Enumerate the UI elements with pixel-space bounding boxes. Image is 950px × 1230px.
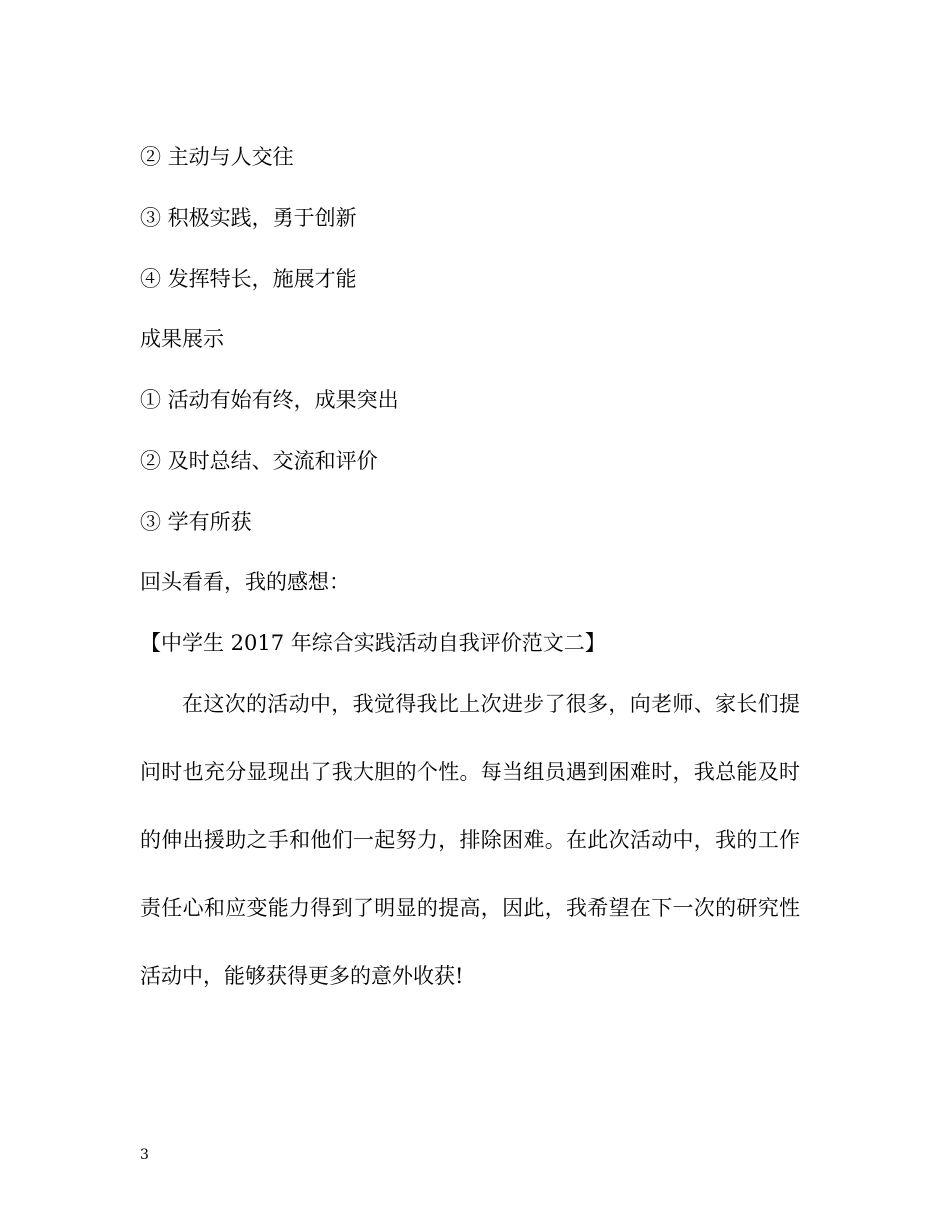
result-item: ① 活动有始有终，成果突出 — [140, 388, 399, 412]
example-title: 【中学生 2017 年综合实践活动自我评价范文二】 — [140, 631, 606, 655]
page-number: 3 — [140, 1147, 149, 1163]
body-paragraph: 在这次的活动中，我觉得我比上次进步了很多，向老师、家长们提问时也充分显现出了我大胆的个性。每当组员遇到困难时，我总能及时的伸出援助之手和他们一起努力，排除困难。在此次活动中，我的工作责任心和应变能力得到了明显的提高，因此，我希望在下一次的研究性活动中，能够获得更多的意外收获! — [140, 692, 800, 988]
list-item: ④ 发挥特长，施展才能 — [140, 267, 357, 291]
list-item: ③ 积极实践，勇于创新 — [140, 206, 357, 230]
list-item: ② 主动与人交往 — [140, 145, 294, 169]
reflection-label: 回头看看，我的感想： — [140, 570, 350, 594]
result-item: ② 及时总结、交流和评价 — [140, 449, 378, 473]
section-heading: 成果展示 — [140, 327, 224, 351]
result-item: ③ 学有所获 — [140, 510, 252, 534]
